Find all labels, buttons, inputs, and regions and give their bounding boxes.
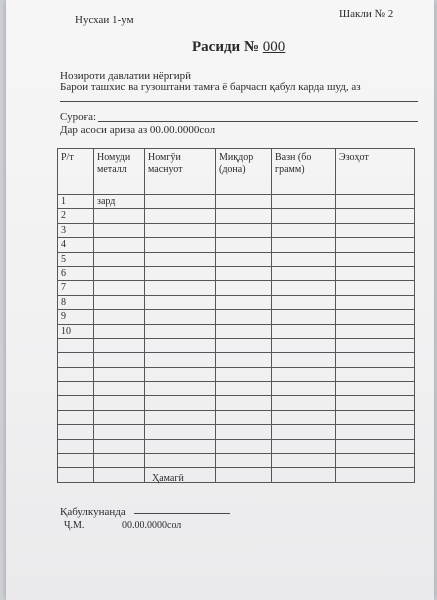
table-row (58, 223, 415, 237)
metal-cell[interactable]: зард (94, 195, 145, 209)
row-number-cell[interactable]: 5 (58, 252, 94, 266)
table-cell[interactable] (94, 209, 145, 223)
table-cell[interactable] (216, 252, 272, 266)
form-number: Шакли № 2 (339, 8, 394, 20)
table-cell[interactable] (145, 410, 216, 424)
table-cell[interactable] (94, 310, 145, 324)
table-cell[interactable] (336, 410, 415, 424)
row-number-cell[interactable]: 3 (58, 223, 94, 237)
table-cell[interactable] (145, 195, 216, 209)
table-cell[interactable] (336, 439, 415, 453)
address-rule (98, 121, 418, 122)
table-cell[interactable] (145, 238, 216, 252)
table-cell[interactable] (336, 396, 415, 410)
table-cell[interactable] (272, 454, 336, 468)
row-number-cell[interactable] (58, 410, 94, 424)
table-cell[interactable] (272, 353, 336, 367)
table-cell[interactable] (336, 454, 415, 468)
table-cell[interactable] (336, 252, 415, 266)
table-cell[interactable] (272, 252, 336, 266)
table-row (58, 238, 415, 252)
table-cell[interactable] (216, 454, 272, 468)
table-cell[interactable] (94, 353, 145, 367)
table-row (58, 454, 415, 468)
page-title (192, 39, 285, 56)
table-cell[interactable] (216, 281, 272, 295)
table-cell[interactable] (94, 468, 145, 482)
table-cell[interactable] (272, 209, 336, 223)
table-cell[interactable] (272, 266, 336, 280)
table-cell[interactable] (336, 353, 415, 367)
table-row (58, 468, 415, 482)
table-row (58, 338, 415, 352)
table-cell[interactable] (145, 396, 216, 410)
table-cell[interactable] (336, 382, 415, 396)
table-cell[interactable] (145, 353, 216, 367)
table-cell[interactable] (145, 338, 216, 352)
table-cell[interactable] (272, 324, 336, 338)
table-cell[interactable] (216, 209, 272, 223)
row-number-cell[interactable] (58, 468, 94, 482)
table-cell[interactable] (272, 238, 336, 252)
table-cell[interactable] (336, 338, 415, 352)
table-cell[interactable] (94, 382, 145, 396)
table-cell[interactable] (94, 454, 145, 468)
table-cell[interactable] (336, 310, 415, 324)
table-cell[interactable] (336, 223, 415, 237)
table-cell[interactable] (216, 238, 272, 252)
table-cell[interactable] (336, 324, 415, 338)
table-cell[interactable] (94, 281, 145, 295)
row-number-cell[interactable] (58, 439, 94, 453)
table-cell[interactable] (94, 410, 145, 424)
table-cell[interactable] (145, 425, 216, 439)
table-cell[interactable] (272, 367, 336, 381)
table-cell[interactable] (94, 266, 145, 280)
items-table (57, 148, 415, 483)
table-row (58, 295, 415, 309)
table-cell[interactable] (216, 396, 272, 410)
table-cell[interactable] (216, 439, 272, 453)
table-cell[interactable] (94, 425, 145, 439)
table-cell[interactable] (272, 468, 336, 482)
table-cell[interactable] (336, 281, 415, 295)
table-row (58, 310, 415, 324)
row-number-cell[interactable]: 4 (58, 238, 94, 252)
table-cell[interactable] (272, 195, 336, 209)
table-cell[interactable] (94, 223, 145, 237)
table-row (58, 281, 415, 295)
table-cell[interactable] (145, 281, 216, 295)
table-cell[interactable] (145, 223, 216, 237)
table-cell[interactable] (216, 367, 272, 381)
column-header-row-number: Р/т (58, 149, 94, 195)
row-number-cell[interactable] (58, 425, 94, 439)
table-cell[interactable] (216, 324, 272, 338)
table-cell[interactable] (145, 252, 216, 266)
basis-line: Дар асоси ариза аз 00.00.0000сол (60, 124, 216, 136)
table-cell[interactable] (216, 295, 272, 309)
row-number-cell[interactable]: 7 (58, 281, 94, 295)
table-cell[interactable] (94, 367, 145, 381)
table-cell[interactable] (336, 266, 415, 280)
table-row (58, 266, 415, 280)
table-cell[interactable] (145, 454, 216, 468)
row-number-cell[interactable] (58, 396, 94, 410)
table-cell[interactable] (272, 425, 336, 439)
table-row (58, 353, 415, 367)
stamp-label: Ҷ.М. (64, 520, 85, 531)
table-cell[interactable] (145, 382, 216, 396)
table-cell[interactable] (145, 439, 216, 453)
table-cell[interactable] (94, 338, 145, 352)
table-cell[interactable] (336, 367, 415, 381)
table-cell[interactable] (336, 295, 415, 309)
table-cell[interactable] (216, 353, 272, 367)
table-cell[interactable] (272, 338, 336, 352)
table-row (58, 425, 415, 439)
row-number-cell[interactable] (58, 367, 94, 381)
row-number-cell[interactable]: 1 (58, 195, 94, 209)
table-row (58, 439, 415, 453)
table-row (58, 396, 415, 410)
table-row (58, 195, 415, 209)
table-cell[interactable] (216, 266, 272, 280)
table-header-row (58, 149, 415, 195)
table-cell[interactable] (94, 295, 145, 309)
table-cell[interactable] (94, 238, 145, 252)
table-cell[interactable] (336, 195, 415, 209)
table-cell[interactable] (94, 396, 145, 410)
address-label: Суроға: (60, 111, 97, 123)
table-cell[interactable] (216, 338, 272, 352)
table-row (58, 410, 415, 424)
receipt-number: 000 (262, 39, 286, 55)
table-cell[interactable] (216, 410, 272, 424)
table-cell[interactable] (94, 324, 145, 338)
table-cell[interactable] (145, 310, 216, 324)
row-number-cell[interactable] (58, 353, 94, 367)
row-number-cell[interactable] (58, 338, 94, 352)
table-cell[interactable] (216, 425, 272, 439)
row-number-cell[interactable]: 9 (58, 310, 94, 324)
table-cell[interactable] (216, 223, 272, 237)
table-cell[interactable] (272, 382, 336, 396)
table-cell[interactable] (145, 209, 216, 223)
table-cell[interactable] (336, 425, 415, 439)
table-cell[interactable] (216, 310, 272, 324)
table-cell[interactable] (272, 223, 336, 237)
total-label: Ҳамагӣ (152, 473, 184, 484)
table-cell[interactable] (272, 439, 336, 453)
table-cell[interactable] (336, 468, 415, 482)
row-number-cell[interactable] (58, 454, 94, 468)
table-cell[interactable] (94, 252, 145, 266)
column-header-weight: Вазн (бо грамм) (272, 149, 336, 195)
table-cell[interactable] (216, 382, 272, 396)
purpose-line: Барои ташхис ва гузоштани тамға ё барчасп қабул карда шуд, аз (60, 81, 361, 93)
table-row (58, 324, 415, 338)
table-body (58, 195, 415, 483)
receiver-signature-rule (134, 513, 230, 514)
table-cell[interactable] (145, 266, 216, 280)
column-header-item-name: Номгӯи маснуот (145, 149, 216, 195)
form-sheet (6, 0, 434, 600)
title-prefix: Расиди № (192, 39, 260, 55)
receiver-label: Қабулкунанда (60, 506, 126, 518)
table-cell[interactable] (145, 367, 216, 381)
table-cell[interactable] (336, 238, 415, 252)
table-row (58, 367, 415, 381)
column-header-notes: Эзоҳот (336, 149, 415, 195)
row-number-cell[interactable]: 6 (58, 266, 94, 280)
table-cell[interactable] (272, 310, 336, 324)
table-cell[interactable] (94, 439, 145, 453)
row-number-cell[interactable]: 8 (58, 295, 94, 309)
row-number-cell[interactable] (58, 382, 94, 396)
table-cell[interactable] (272, 295, 336, 309)
row-number-cell[interactable]: 10 (58, 324, 94, 338)
table-row (58, 209, 415, 223)
table-cell[interactable] (272, 410, 336, 424)
copy-label: Нусхаи 1-ум (75, 14, 134, 26)
column-header-metal: Номуди металл (94, 149, 145, 195)
fill-in-rule (60, 101, 418, 102)
organization-line: Нозироти давлатии нёргирӣ (60, 70, 191, 82)
table-cell[interactable] (145, 324, 216, 338)
table-cell[interactable] (336, 209, 415, 223)
table-cell[interactable] (272, 281, 336, 295)
table-row (58, 252, 415, 266)
table-row (58, 382, 415, 396)
table-cell[interactable] (216, 195, 272, 209)
table-cell[interactable] (145, 295, 216, 309)
column-header-quantity: Миқдор (дона) (216, 149, 272, 195)
sign-date: 00.00.0000сол (122, 520, 182, 531)
table-cell[interactable] (272, 396, 336, 410)
row-number-cell[interactable]: 2 (58, 209, 94, 223)
table-cell[interactable] (216, 468, 272, 482)
